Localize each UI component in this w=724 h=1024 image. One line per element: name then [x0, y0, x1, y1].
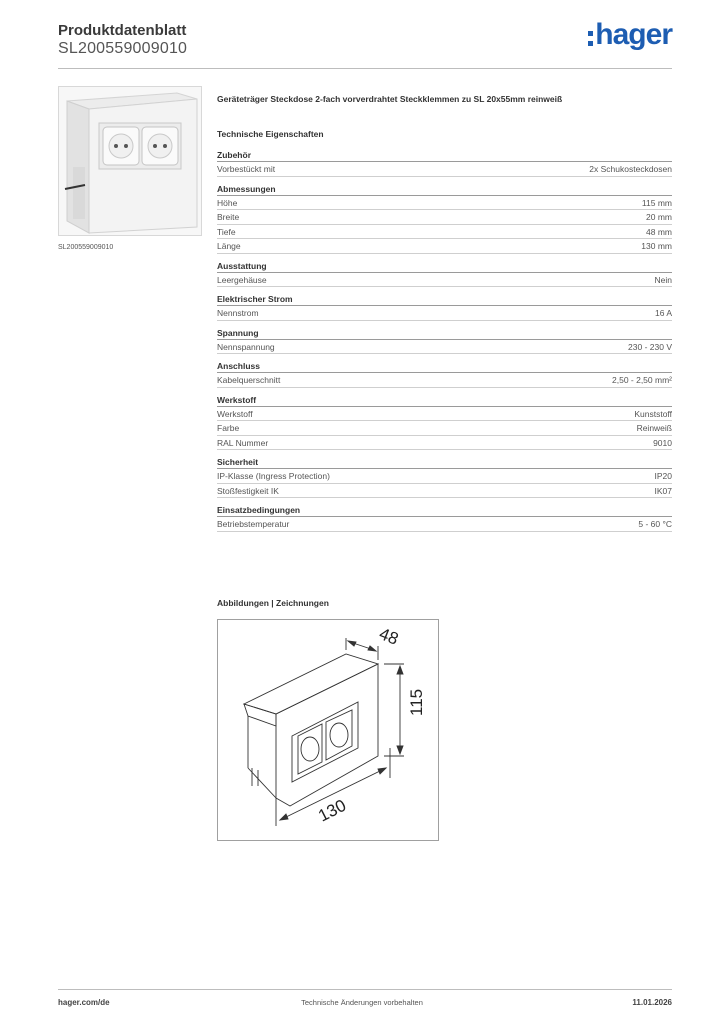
spec-group-title: Abmessungen [217, 183, 672, 196]
spec-value: 20 mm [646, 212, 672, 222]
spec-group-ausstattung [217, 260, 672, 288]
spec-row [217, 196, 672, 211]
product-photo [58, 86, 202, 236]
drawings-heading: Abbildungen | Zeichnungen [217, 598, 329, 608]
spec-value: 48 mm [646, 226, 672, 237]
spec-group-werkstoff [217, 394, 672, 451]
spec-label: Leergehäuse [217, 274, 267, 285]
spec-label: Stoßfestigkeit IK [217, 485, 279, 496]
hager-logo [588, 20, 672, 50]
spec-row [217, 340, 672, 355]
spec-group-einsatzbedingungen [217, 504, 672, 532]
spec-value: Reinweiß [636, 423, 672, 433]
spec-group-zubehoer [217, 149, 672, 177]
spec-value: IP20 [654, 471, 672, 481]
spec-group-title: Ausstattung [217, 260, 672, 273]
spec-value: Kunststoff [634, 408, 672, 419]
spec-value: 230 - 230 V [628, 341, 672, 352]
product-description: Geräteträger Steckdose 2-fach vorverdrahtet Steckklemmen zu SL 20x55mm reinweiß [217, 94, 563, 104]
spec-label: Betriebstemperatur [217, 519, 290, 529]
spec-group-spannung [217, 327, 672, 355]
spec-label: Nennstrom [217, 308, 259, 318]
spec-group-title: Spannung [217, 327, 672, 340]
dimension-drawing [217, 619, 439, 841]
spec-group-title: Sicherheit [217, 456, 672, 469]
spec-group-title: Einsatzbedingungen [217, 504, 672, 517]
spec-label: Tiefe [217, 226, 236, 237]
spec-value: IK07 [654, 485, 672, 496]
product-image-caption: SL200559009010 [58, 244, 114, 251]
dimension-length-label: 130 [315, 795, 350, 826]
spec-row [217, 436, 672, 451]
spec-group-title: Elektrischer Strom [217, 293, 672, 306]
document-title: Produktdatenblatt [58, 22, 187, 39]
spec-label: Länge [217, 241, 241, 251]
footer-disclaimer: Technische Änderungen vorbehalten [301, 998, 423, 1007]
document-article-number: SL200559009010 [58, 40, 188, 57]
spec-row [217, 210, 672, 225]
spec-group-title: Werkstoff [217, 394, 672, 407]
spec-value: 2,50 - 2,50 mm² [612, 375, 672, 385]
spec-label: Farbe [217, 423, 240, 433]
spec-group-sicherheit [217, 456, 672, 498]
spec-content [217, 94, 672, 532]
page-header [58, 20, 672, 70]
spec-label: Nennspannung [217, 341, 275, 352]
spec-group-title: Zubehör [217, 149, 672, 162]
spec-row [217, 162, 672, 177]
spec-label: Höhe [217, 197, 238, 208]
footer-date: 11.01.2026 [632, 998, 672, 1007]
spec-row [217, 273, 672, 288]
spec-value: 2x Schukosteckdosen [589, 164, 672, 174]
dimension-height-label: 115 [407, 688, 426, 716]
spec-row [217, 517, 672, 532]
spec-group-anschluss [217, 360, 672, 388]
spec-value: Nein [654, 274, 672, 285]
spec-label: Breite [217, 212, 240, 222]
spec-value: 130 mm [641, 241, 672, 251]
spec-label: IP-Klasse (Ingress Protection) [217, 471, 330, 481]
technical-drawing-icon [218, 620, 438, 840]
spec-group-title: Anschluss [217, 360, 672, 373]
spec-row [217, 306, 672, 321]
header-divider [58, 68, 672, 69]
spec-label: Vorbestückt mit [217, 164, 276, 174]
spec-row [217, 469, 672, 484]
technical-properties-heading: Technische Eigenschaften [217, 129, 324, 139]
spec-row [217, 484, 672, 499]
spec-row [217, 373, 672, 388]
spec-group-elektrischer-strom [217, 293, 672, 321]
spec-value: 115 mm [641, 197, 672, 208]
dimension-depth-label: 48 [376, 624, 402, 649]
spec-label: RAL Nummer [217, 437, 269, 448]
logo-text: hager [595, 18, 672, 51]
spec-value: 9010 [653, 437, 672, 448]
socket-carrier-photo-icon [59, 87, 201, 235]
spec-value: 16 A [654, 308, 672, 318]
spec-label: Kabelquerschnitt [217, 375, 281, 385]
footer-divider [58, 989, 672, 990]
spec-row [217, 239, 672, 254]
spec-row [217, 225, 672, 240]
spec-group-abmessungen [217, 183, 672, 254]
spec-row [217, 407, 672, 422]
logo-dots-icon [588, 31, 593, 46]
footer-website: hager.com/de [58, 998, 110, 1007]
spec-row [217, 421, 672, 436]
spec-value: 5 - 60 °C [638, 519, 672, 529]
spec-label: Werkstoff [217, 408, 253, 419]
